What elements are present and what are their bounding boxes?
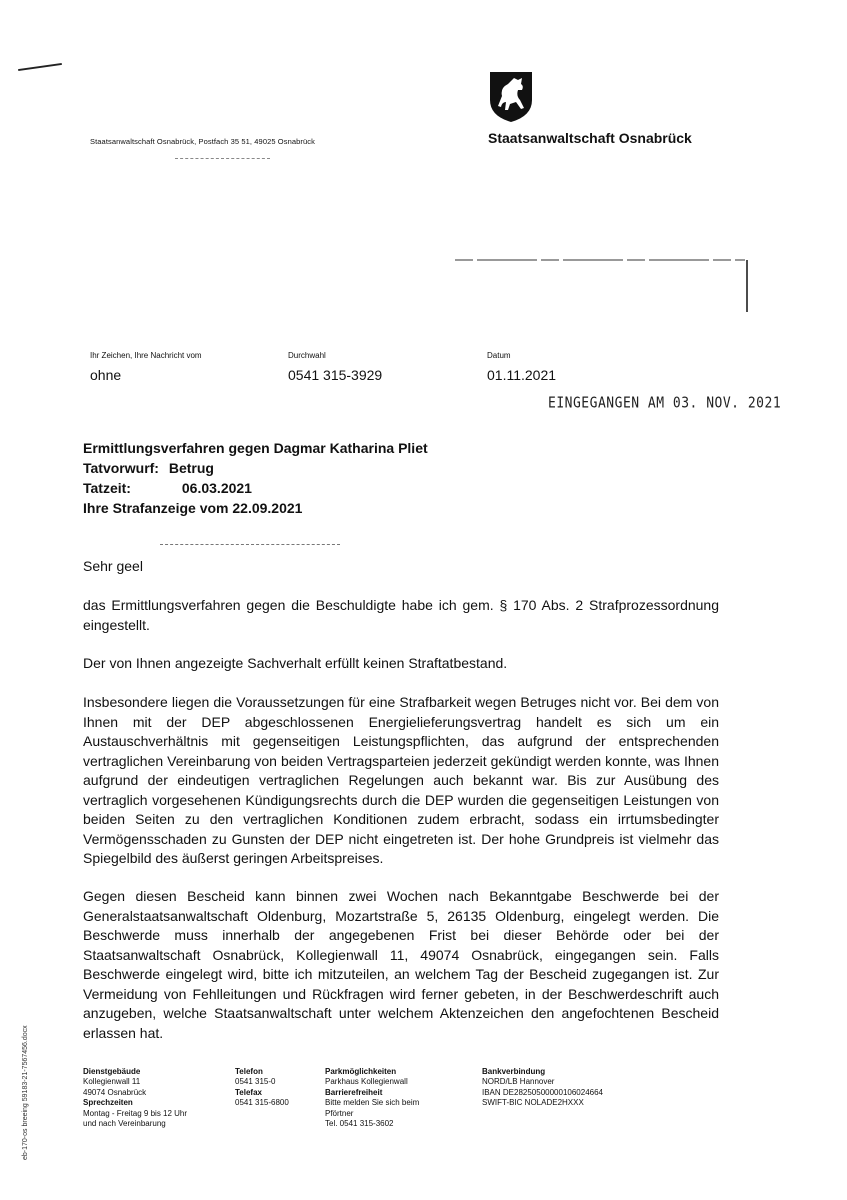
- lower-saxony-horse-crest-icon: [488, 70, 534, 124]
- your-reference-value: ohne: [90, 367, 122, 383]
- address-window-frame: [455, 258, 749, 314]
- bic: SWIFT-BIC NOLADE2HXXX: [482, 1098, 584, 1108]
- footer-parking: [325, 1067, 419, 1129]
- footer-bank: [482, 1067, 603, 1109]
- hours-label: Sprechzeiten: [83, 1098, 133, 1108]
- parking-value: Parkhaus Kollegienwall: [325, 1077, 408, 1087]
- fax-value: 0541 315-6800: [235, 1098, 289, 1108]
- bank-name: NORD/LB Hannover: [482, 1077, 555, 1087]
- sender-underline: [175, 158, 270, 159]
- paragraph-3: Insbesondere liegen die Voraussetzungen für eine Strafbarkeit wegen Betruges nicht vor. Bei dem von Ihnen mit der DEP abgeschlossenen Energielieferungsvertrag handelt es sich um ein Austauschverhältnis mit gegenseitigen Leistungspflichten, das aufgrund der entsprechenden vertraglichen Vereinbarung von beiden Vertragsparteien jederzeit gekündigt werden konnte, was Ihnen aufgrund der eindeutigen vertraglichen Regelungen auch bekannt war. Bis zur Ausübung des vertraglich vorgesehenen Kündigungsrechts durch die DEP wurden die gegenseitigen Leistungen von beiden Seiten zu den vertraglichen Konditionen zudem erbracht, sodass ein irrtumsbedingter Vermögensschaden zu Gunsten der DEP nicht eingetreten ist. Der hohe Grundpreis ist vielmehr das Spiegelbild des äußerst geringen Arbeitspreises.: [83, 694, 719, 866]
- footer-building: [83, 1067, 187, 1129]
- bank-label: Bankverbindung: [482, 1067, 546, 1076]
- building-street: Kollegienwall 11: [83, 1077, 141, 1087]
- iban: IBAN DE28250500000106024664: [482, 1087, 603, 1097]
- salutation: Sehr geel: [83, 558, 143, 574]
- paragraph-2: Der von Ihnen angezeigte Sachverhalt erfüllt keinen Straftatbestand.: [83, 655, 508, 671]
- paragraph-4: Gegen diesen Bescheid kann binnen zwei Wochen nach Bekanntgabe Beschwerde bei der Generalstaatsanwaltschaft Oldenburg, Mozartstraße 5, 26135 Oldenburg, eingelegt werden. Die Beschwerde muss innerhalb der angegebenen Frist bei dieser Behörde oder bei der Staatsanwaltschaft Osnabrück, Kollegienwall 11, 49074 Osnabrück, eingegangen sein. Falls Beschwerde eingelegt wird, bitte ich mitzuteilen, an welchem Tag der Bescheid zugegangen ist. Zur Vermeidung von Fehlleitungen und Rückfragen wird ferner gebeten, in der Beschwerdeschrift auch anzugeben, welche Staatsanwaltschaft unter welchem Aktenzeichen den angefochtenen Bescheid erlassen hat.: [83, 888, 719, 1041]
- offense-date-value: 06.03.2021: [181, 480, 252, 496]
- accessibility-label: Barrierefreiheit: [325, 1087, 383, 1097]
- accessibility-line-2: Pförtner: [325, 1108, 354, 1118]
- phone-label: Telefon: [235, 1067, 263, 1076]
- offense-date-line: [83, 480, 252, 496]
- direct-dial-label: Durchwahl: [288, 351, 326, 360]
- building-label: Dienstgebäude: [83, 1067, 141, 1076]
- fax-label: Telefax: [235, 1087, 262, 1097]
- subject-title: Ermittlungsverfahren gegen Dagmar Katharina Pliet: [83, 440, 428, 456]
- complaint-line: Ihre Strafanzeige vom 22.09.2021: [83, 500, 303, 516]
- phone-value: 0541 315-0: [235, 1077, 276, 1087]
- redaction-marks: [160, 544, 340, 545]
- date-value: 01.11.2021: [487, 367, 557, 383]
- hours-line-2: und nach Vereinbarung: [83, 1119, 166, 1129]
- footer-phone: [235, 1067, 289, 1109]
- accessibility-line-1: Bitte melden Sie sich beim: [325, 1098, 420, 1108]
- building-city: 49074 Osnabrück: [83, 1087, 147, 1097]
- received-stamp: EINGEGANGEN AM 03. NOV. 2021: [548, 394, 782, 413]
- your-reference-label: Ihr Zeichen, Ihre Nachricht vom: [90, 351, 202, 360]
- charge-label: Tatvorwurf:: [83, 460, 159, 476]
- hours-line-1: Montag - Freitag 9 bis 12 Uhr: [83, 1108, 188, 1118]
- paragraph-1: das Ermittlungsverfahren gegen die Beschuldigte habe ich gem. § 170 Abs. 2 Strafprozessordnung eingestellt.: [83, 597, 719, 633]
- charge-line: [83, 460, 214, 476]
- parking-label: Parkmöglichkeiten: [325, 1067, 397, 1076]
- authority-name: Staatsanwaltschaft Osnabrück: [488, 130, 692, 146]
- date-label: Datum: [487, 351, 511, 360]
- scan-mark: [18, 63, 62, 71]
- direct-dial-value: 0541 315-3929: [288, 367, 383, 383]
- charge-value: Betrug: [168, 460, 214, 476]
- sender-address-line: Staatsanwaltschaft Osnabrück, Postfach 35 51, 49025 Osnabrück: [90, 137, 315, 146]
- accessibility-line-3: Tel. 0541 315-3602: [325, 1119, 394, 1129]
- side-document-reference: eb-170-os breeing 59183-21-7567456.docx: [22, 1025, 29, 1160]
- offense-date-label: Tatzeit:: [83, 480, 131, 496]
